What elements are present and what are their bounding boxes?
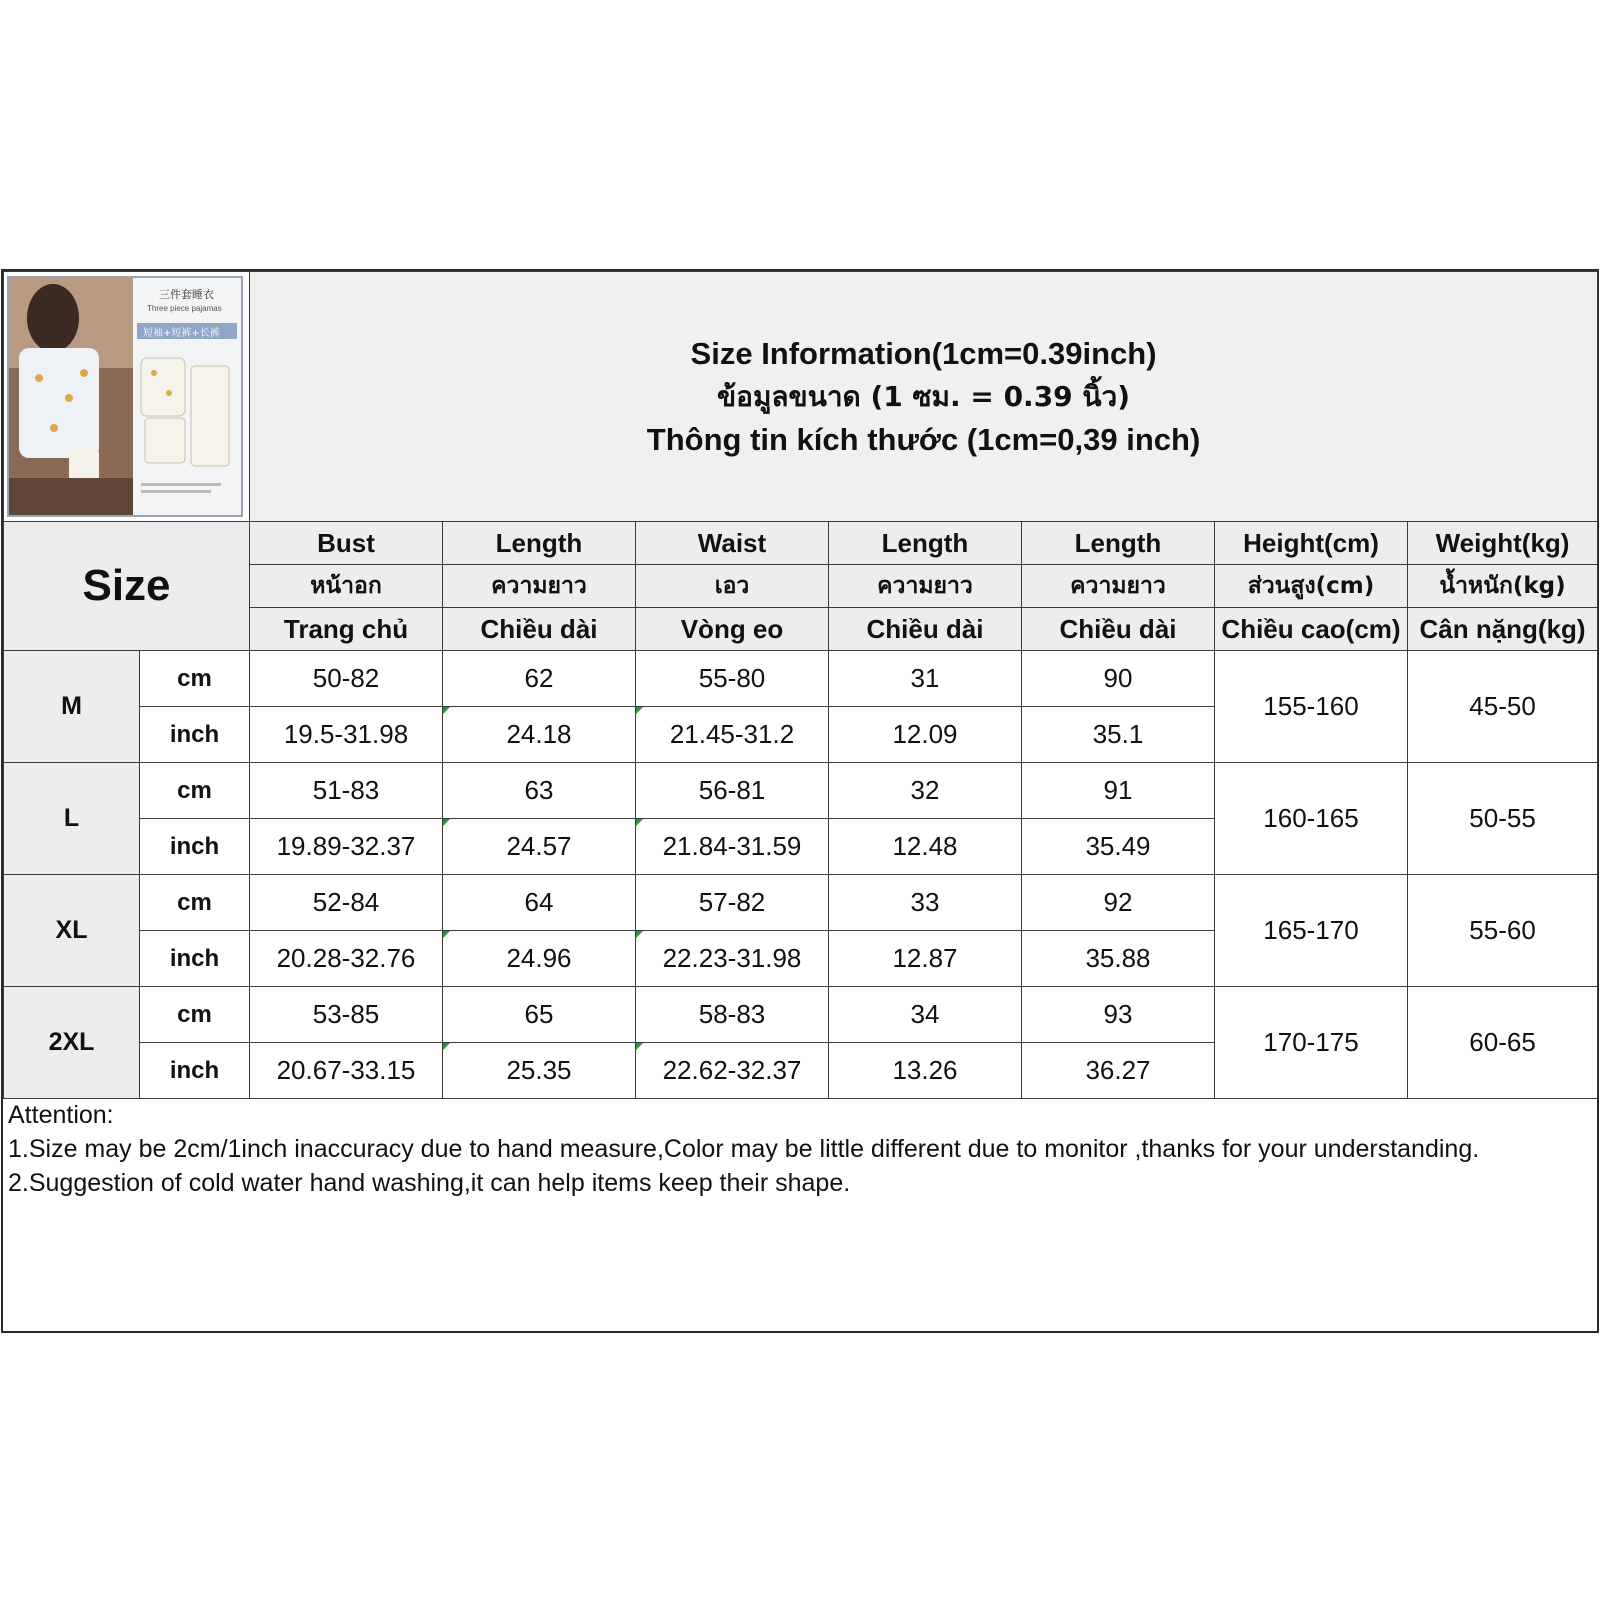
table-cell: 24.96: [443, 931, 636, 987]
column-header-vi: Chiều cao(cm): [1215, 608, 1408, 651]
unit-label: cm: [140, 875, 250, 931]
size-chart: [1, 269, 1599, 1333]
title-thai: ข้อมูลขนาด (1 ซม. = 0.39 นิ้ว): [716, 380, 1131, 413]
table-cell: 51-83: [250, 763, 443, 819]
table-cell: 21.45-31.2: [636, 707, 829, 763]
column-header-vi: Cân nặng(kg): [1408, 608, 1598, 651]
column-header-en: Waist: [636, 522, 829, 565]
unit-label: inch: [140, 819, 250, 875]
attention-notes: [3, 1094, 1597, 1204]
unit-label: cm: [140, 651, 250, 707]
table-cell: 20.28-32.76: [250, 931, 443, 987]
table-cell: 32: [829, 763, 1022, 819]
table-cell: 36.27: [1022, 1043, 1215, 1099]
size-label: L: [4, 763, 140, 875]
column-header-en: Height(cm): [1215, 522, 1408, 565]
weight-cell: 50-55: [1408, 763, 1598, 875]
table-cell: 93: [1022, 987, 1215, 1043]
table-cell: 12.09: [829, 707, 1022, 763]
column-header-th: ความยาว: [1022, 565, 1215, 608]
column-header-en: Length: [829, 522, 1022, 565]
height-cell: 160-165: [1215, 763, 1408, 875]
table-cell: 50-82: [250, 651, 443, 707]
table-cell: 58-83: [636, 987, 829, 1043]
size-header: Size: [4, 522, 250, 651]
table-cell: 25.35: [443, 1043, 636, 1099]
notes-line-2: 2.Suggestion of cold water hand washing,it can help items keep their shape.: [8, 1169, 851, 1197]
table-cell: 53-85: [250, 987, 443, 1043]
table-cell: 24.18: [443, 707, 636, 763]
size-label: XL: [4, 875, 140, 987]
column-header-vi: Trang chủ: [250, 608, 443, 651]
column-header-th: น้ำหนัก(kg): [1408, 565, 1598, 608]
height-cell: 165-170: [1215, 875, 1408, 987]
photo-caption-cn: 三件套睡衣: [159, 288, 214, 301]
table-cell: 22.62-32.37: [636, 1043, 829, 1099]
product-photo-cell: [4, 272, 250, 522]
title-block: [250, 272, 1598, 522]
table-cell: 62: [443, 651, 636, 707]
table-cell: 35.49: [1022, 819, 1215, 875]
table-cell: 34: [829, 987, 1022, 1043]
column-header-vi: Chiều dài: [829, 608, 1022, 651]
table-cell: 19.89-32.37: [250, 819, 443, 875]
table-cell: 21.84-31.59: [636, 819, 829, 875]
column-header-th: ความยาว: [443, 565, 636, 608]
table-cell: 35.1: [1022, 707, 1215, 763]
table-cell: 63: [443, 763, 636, 819]
weight-cell: 45-50: [1408, 651, 1598, 763]
table-cell: 12.87: [829, 931, 1022, 987]
column-header-th: เอว: [636, 565, 829, 608]
column-header-en: Bust: [250, 522, 443, 565]
table-cell: 35.88: [1022, 931, 1215, 987]
column-header-vi: Chiều dài: [1022, 608, 1215, 651]
column-header-th: ความยาว: [829, 565, 1022, 608]
table-cell: 24.57: [443, 819, 636, 875]
column-header-en: Length: [443, 522, 636, 565]
table-cell: 57-82: [636, 875, 829, 931]
column-header-vi: Chiều dài: [443, 608, 636, 651]
size-label: M: [4, 651, 140, 763]
table-cell: 33: [829, 875, 1022, 931]
table-cell: 56-81: [636, 763, 829, 819]
table-cell: 31: [829, 651, 1022, 707]
photo-caption-en: Three piece pajamas: [147, 304, 222, 313]
title-vietnamese: Thông tin kích thước (1cm=0,39 inch): [646, 422, 1201, 457]
photo-tag: 短袖+短裤+长裤: [143, 328, 220, 339]
height-cell: 170-175: [1215, 987, 1408, 1099]
table-cell: 91: [1022, 763, 1215, 819]
size-label: 2XL: [4, 987, 140, 1099]
table-cell: 22.23-31.98: [636, 931, 829, 987]
title-english: Size Information(1cm=0.39inch): [690, 336, 1157, 371]
product-photo: [7, 276, 243, 517]
unit-label: inch: [140, 931, 250, 987]
table-cell: 55-80: [636, 651, 829, 707]
table-cell: 64: [443, 875, 636, 931]
unit-label: inch: [140, 707, 250, 763]
table-cell: 52-84: [250, 875, 443, 931]
weight-cell: 55-60: [1408, 875, 1598, 987]
table-cell: 90: [1022, 651, 1215, 707]
table-cell: 12.48: [829, 819, 1022, 875]
table-cell: 65: [443, 987, 636, 1043]
notes-heading: Attention:: [8, 1101, 114, 1129]
weight-cell: 60-65: [1408, 987, 1598, 1099]
unit-label: cm: [140, 987, 250, 1043]
column-header-en: Weight(kg): [1408, 522, 1598, 565]
size-table: [3, 271, 1598, 1099]
notes-line-1: 1.Size may be 2cm/1inch inaccuracy due to hand measure,Color may be little different due to monitor ,thanks for your understanding.: [8, 1135, 1480, 1163]
column-header-vi: Vòng eo: [636, 608, 829, 651]
height-cell: 155-160: [1215, 651, 1408, 763]
unit-label: cm: [140, 763, 250, 819]
table-cell: 92: [1022, 875, 1215, 931]
column-header-en: Length: [1022, 522, 1215, 565]
column-header-th: หน้าอก: [250, 565, 443, 608]
unit-label: inch: [140, 1043, 250, 1099]
table-cell: 13.26: [829, 1043, 1022, 1099]
column-header-th: ส่วนสูง(cm): [1215, 565, 1408, 608]
pajama-photo-illustration: [9, 278, 241, 515]
table-cell: 20.67-33.15: [250, 1043, 443, 1099]
table-cell: 19.5-31.98: [250, 707, 443, 763]
